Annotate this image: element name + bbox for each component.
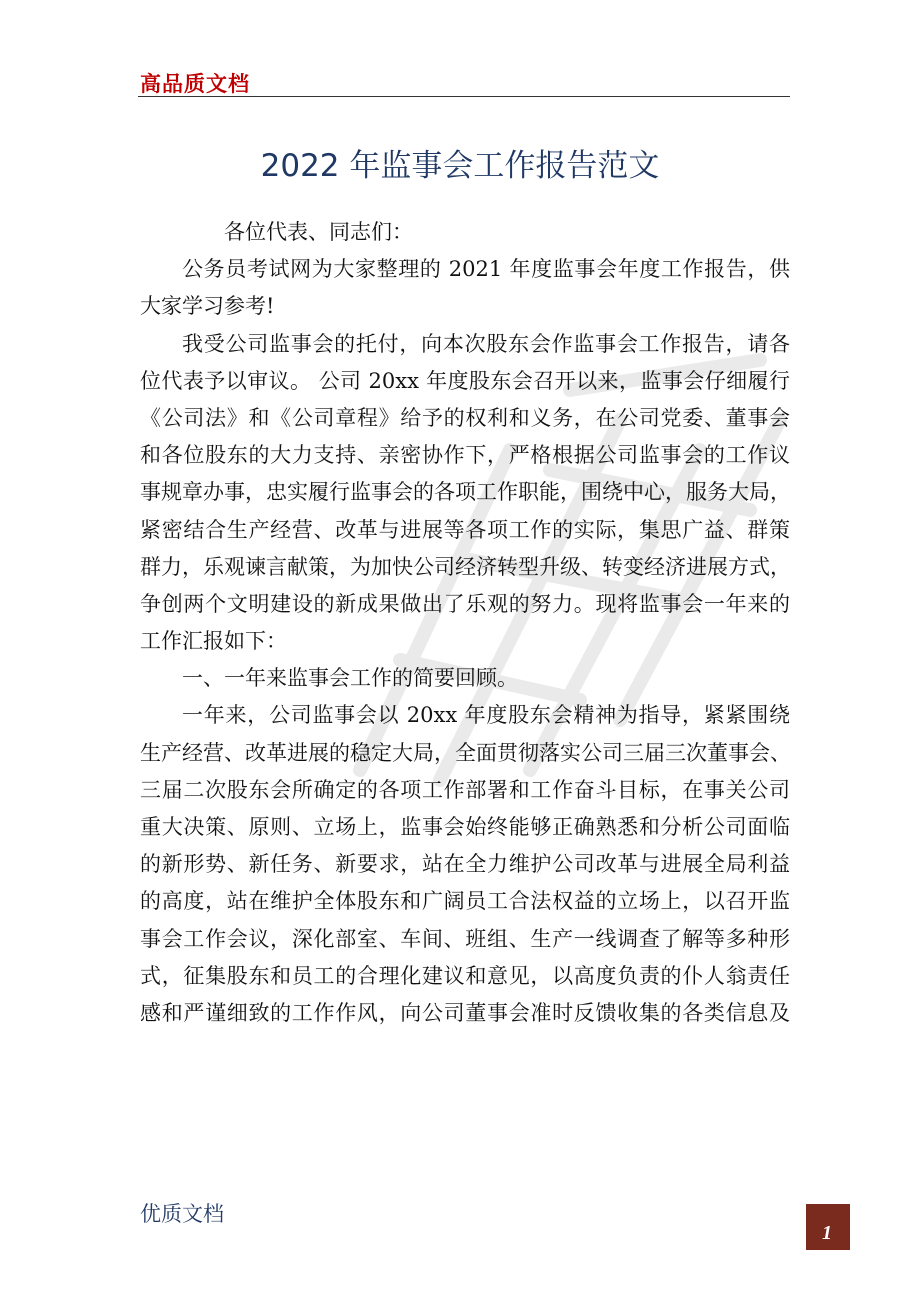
body-line: 我受公司监事会的托付，向本次股东会作监事会工作报告，请各 bbox=[182, 331, 790, 356]
document-title: 2022 年监事会工作报告范文 bbox=[260, 148, 660, 184]
body-line: 工作汇报如下： bbox=[140, 629, 287, 654]
body-line: 的高度，站在维护全体股东和广阔员工合法权益的立场上，以召开监 bbox=[140, 889, 790, 914]
footer-label: 优质文档 bbox=[140, 1202, 224, 1226]
body-line: 生产经营、改革进展的稳定大局，全面贯彻落实公司三届三次董事会、 bbox=[140, 740, 791, 765]
body-line: 争创两个文明建设的新成果做出了乐观的努力。现将监事会一年来的 bbox=[140, 591, 790, 616]
body-line: 重大决策、原则、立场上，监事会始终能够正确熟悉和分析公司面临 bbox=[140, 815, 790, 839]
body-line: 紧密结合生产经营、改革与进展等各项工作的实际，集思广益、群策 bbox=[140, 517, 790, 542]
body-line: 位代表予以审议。 公司 20xx 年度股东会召开以来，监事会仔细履行 bbox=[140, 368, 790, 393]
body-line: 感和严谨细致的工作作风，向公司董事会准时反馈收集的各类信息及 bbox=[140, 1000, 790, 1025]
body-line: 的新形势、新任务、新要求，站在全力维护公司改革与进展全局利益 bbox=[140, 852, 790, 877]
body-line: 事会工作会议，深化部室、车间、班组、生产一线调查了解等多种形 bbox=[140, 926, 790, 951]
body-line: 一年来，公司监事会以 20xx 年度股东会精神为指导，紧紧围绕 bbox=[182, 703, 790, 728]
body-line: 式，征集股东和员工的合理化建议和意见，以高度负责的仆人翁责任 bbox=[140, 963, 790, 988]
salutation-line: 各位代表、同志们： bbox=[224, 220, 413, 244]
section-heading: 一、一年来监事会工作的简要回顾。 bbox=[182, 666, 518, 691]
document-body bbox=[140, 214, 790, 1032]
body-line: 事规章办事，忠实履行监事会的各项工作职能，围绕中心，服务大局， bbox=[140, 480, 791, 505]
body-line: 三届二次股东会所确定的各项工作部署和工作奋斗目标，在事关公司 bbox=[140, 777, 790, 802]
body-line: 公务员考试网为大家整理的 2021 年度监事会年度工作报告，供 bbox=[182, 257, 790, 282]
page-number: 1 bbox=[822, 1222, 832, 1244]
header-divider bbox=[138, 96, 790, 97]
body-line: 群力，乐观谏言献策，为加快公司经济转型升级、转变经济进展方式， bbox=[140, 554, 791, 579]
header-label: 高品质文档 bbox=[140, 72, 250, 96]
body-line: 大家学习参考! bbox=[140, 294, 275, 319]
body-line: 和各位股东的大力支持、亲密协作下，严格根据公司监事会的工作议 bbox=[140, 443, 790, 468]
body-line: 《公司法》和《公司章程》给予的权利和义务，在公司党委、董事会 bbox=[140, 405, 790, 430]
